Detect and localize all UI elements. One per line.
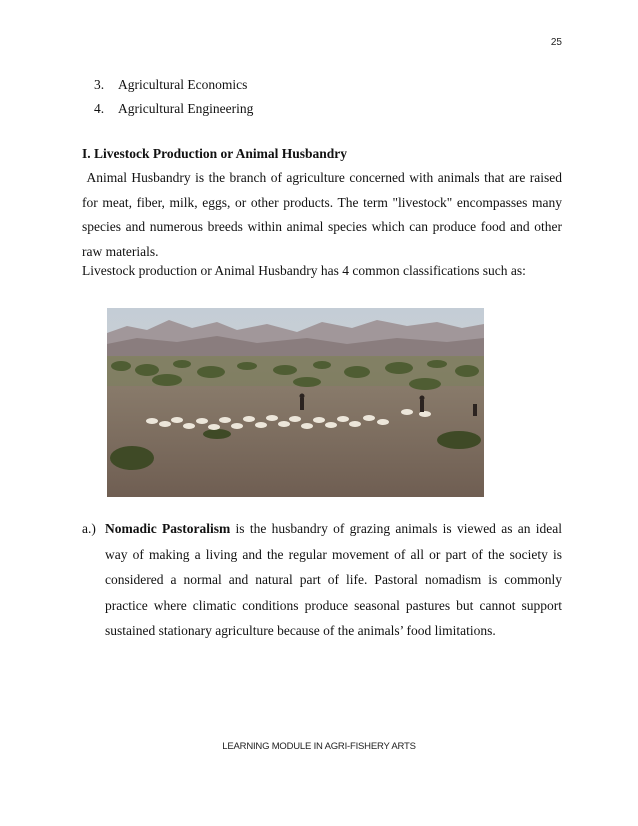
list-item xyxy=(94,73,253,97)
classification-lead: Livestock production or Animal Husbandry has 4 common classifications such as: xyxy=(82,263,526,278)
item-text xyxy=(105,516,562,644)
livestock-photo xyxy=(107,308,484,497)
numbered-list xyxy=(94,73,253,121)
page-number: 25 xyxy=(550,37,562,48)
item-description: is the husbandry of grazing animals is viewed as an ideal way of making a living and the regular movement of all or part of the society is considered a normal and natural part of life. Pastoral nomadism is commonly practice where climatic conditions produce seasonal pastures but cannot support sustained stationary agriculture because of the animals’ food limitations. xyxy=(105,521,562,638)
section-heading: I. Livestock Production or Animal Husbandry xyxy=(82,146,348,161)
list-label: Agricultural Engineering xyxy=(118,101,254,116)
item-term: Nomadic Pastoralism xyxy=(105,521,231,536)
list-number: 3. xyxy=(94,77,105,92)
classification-item xyxy=(82,516,562,644)
section-paragraph: Animal Husbandry is the branch of agriculture concerned with animals that are raised for meat, fiber, milk, eggs, or other products. The term "livestock" encompasses many species and numerous breeds within animal species which can produce food and other raw materials. xyxy=(82,170,566,259)
footer: LEARNING MODULE IN AGRI-FISHERY ARTS xyxy=(222,741,416,752)
list-label: Agricultural Economics xyxy=(118,77,248,92)
list-number: 4. xyxy=(94,101,105,116)
item-marker: a.) xyxy=(82,521,96,536)
list-item xyxy=(94,97,253,121)
